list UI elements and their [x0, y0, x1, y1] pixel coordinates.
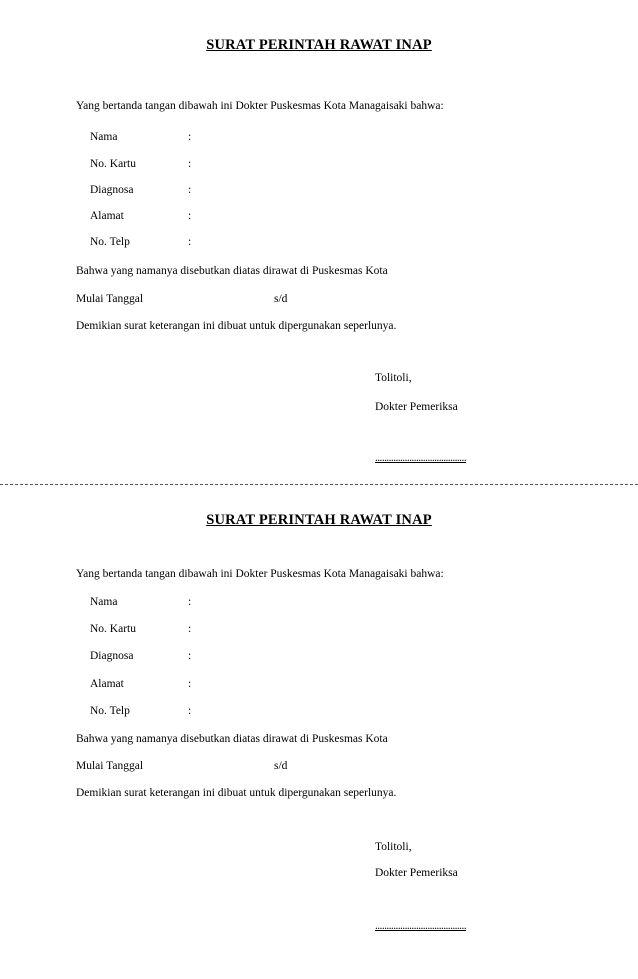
- field-label: Diagnosa: [90, 184, 134, 196]
- field-label: Nama: [90, 596, 118, 608]
- place-text: Tolitoli,: [375, 841, 412, 853]
- field-colon: :: [188, 210, 192, 222]
- start-date-label: Mulai Tanggal: [76, 293, 144, 305]
- signer-title: Dokter Pemeriksa: [375, 401, 458, 413]
- start-date-label: Mulai Tanggal: [76, 760, 144, 772]
- field-label: Alamat: [90, 210, 124, 222]
- place-text: Tolitoli,: [375, 372, 412, 384]
- intro-text: Yang bertanda tangan dibawah ini Dokter Puskesmas Kota Managaisaki bahwa:: [76, 100, 444, 112]
- field-colon: :: [188, 650, 192, 662]
- until-label: s/d: [274, 293, 288, 305]
- cut-line: [0, 484, 638, 485]
- closing-text: Demikian surat keterangan ini dibuat untuk dipergunakan seperlunya.: [76, 787, 397, 799]
- field-label: No. Kartu: [90, 158, 136, 170]
- form-title: SURAT PERINTAH RAWAT INAP: [206, 512, 432, 528]
- closing-text: Demikian surat keterangan ini dibuat untuk dipergunakan seperlunya.: [76, 320, 397, 332]
- field-colon: :: [188, 705, 192, 717]
- statement-text: Bahwa yang namanya disebutkan diatas dirawat di Puskesmas Kota: [76, 265, 388, 277]
- intro-text: Yang bertanda tangan dibawah ini Dokter Puskesmas Kota Managaisaki bahwa:: [76, 568, 444, 580]
- field-colon: :: [188, 678, 192, 690]
- field-colon: :: [188, 596, 192, 608]
- signature-line: ........................................: [375, 920, 467, 932]
- field-label: No. Telp: [90, 236, 130, 248]
- form-title: SURAT PERINTAH RAWAT INAP: [206, 37, 432, 53]
- signer-title: Dokter Pemeriksa: [375, 867, 458, 879]
- statement-text: Bahwa yang namanya disebutkan diatas dirawat di Puskesmas Kota: [76, 733, 388, 745]
- field-label: Nama: [90, 131, 118, 143]
- field-colon: :: [188, 236, 192, 248]
- field-colon: :: [188, 623, 192, 635]
- field-colon: :: [188, 184, 192, 196]
- signature-line: ........................................: [375, 452, 467, 464]
- field-colon: :: [188, 131, 192, 143]
- field-label: Alamat: [90, 678, 124, 690]
- field-label: Diagnosa: [90, 650, 134, 662]
- until-label: s/d: [274, 760, 288, 772]
- field-label: No. Telp: [90, 705, 130, 717]
- field-label: No. Kartu: [90, 623, 136, 635]
- field-colon: :: [188, 158, 192, 170]
